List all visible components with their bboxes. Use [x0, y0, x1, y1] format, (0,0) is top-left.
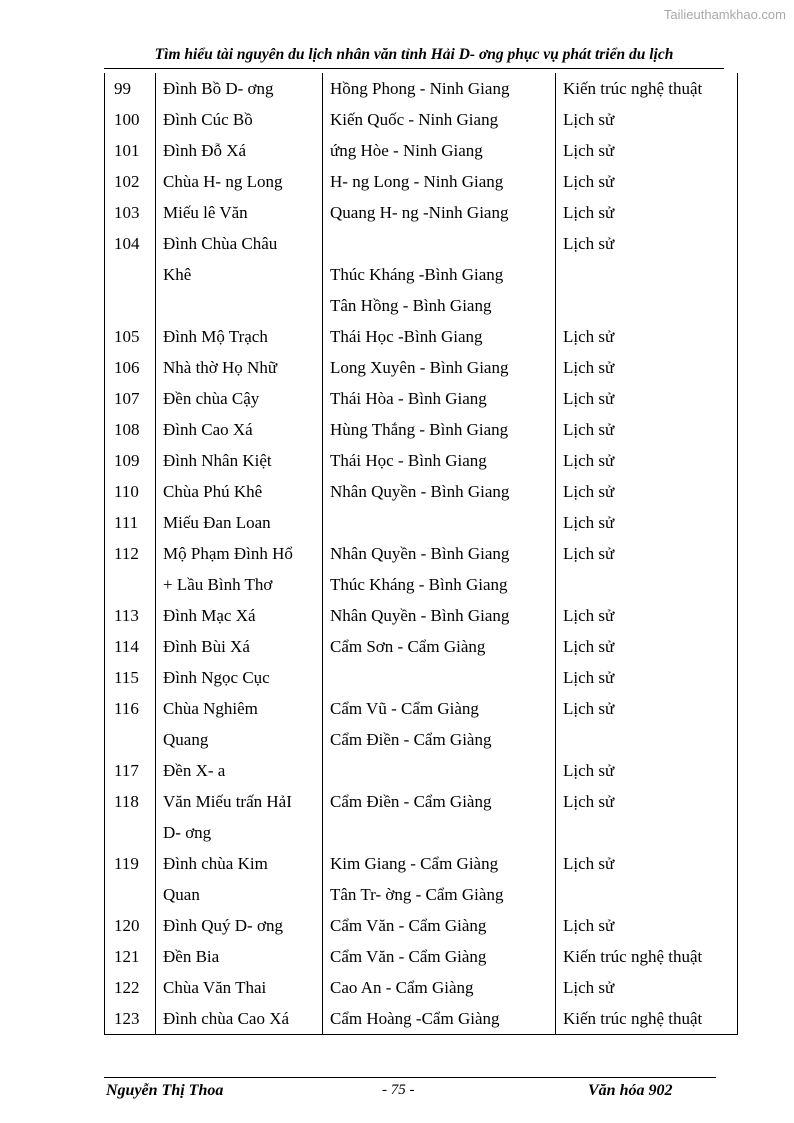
- location-cell: Kim Giang - Cẩm Giàng: [323, 848, 556, 879]
- footer-rule: [104, 1077, 716, 1078]
- location-cell: Tân Hồng - Bình Giang: [323, 290, 556, 321]
- row-number-cell: 111: [105, 507, 156, 538]
- category-cell: Lịch sử: [556, 197, 738, 228]
- relic-name-cell: Quan: [156, 879, 323, 910]
- category-cell: [556, 879, 738, 910]
- table-row: [105, 569, 738, 600]
- category-cell: Lịch sử: [556, 755, 738, 786]
- row-number-cell: 121: [105, 941, 156, 972]
- location-cell: Cẩm Văn - Cẩm Giàng: [323, 910, 556, 941]
- relic-name-cell: Đình Quý D- ơng: [156, 910, 323, 941]
- relic-name-cell: Đình Đỗ Xá: [156, 135, 323, 166]
- table-row: [105, 476, 738, 507]
- category-cell: Lịch sử: [556, 445, 738, 476]
- row-number-cell: [105, 259, 156, 290]
- category-cell: Lịch sử: [556, 693, 738, 724]
- category-cell: Lịch sử: [556, 600, 738, 631]
- row-number-cell: 113: [105, 600, 156, 631]
- location-cell: Nhân Quyền - Bình Giang: [323, 538, 556, 569]
- category-cell: Lịch sử: [556, 135, 738, 166]
- location-cell: Tân Tr- ờng - Cẩm Giàng: [323, 879, 556, 910]
- table-row: [105, 538, 738, 569]
- location-cell: Cẩm Hoàng -Cẩm Giàng: [323, 1003, 556, 1035]
- table-row: [105, 73, 738, 104]
- watermark: Tailieuthamkhao.com: [663, 7, 786, 22]
- location-cell: Thái Học - Bình Giang: [323, 445, 556, 476]
- table-row: [105, 817, 738, 848]
- category-cell: Lịch sử: [556, 507, 738, 538]
- location-cell: [323, 662, 556, 693]
- row-number-cell: 108: [105, 414, 156, 445]
- relic-name-cell: Đình Cao Xá: [156, 414, 323, 445]
- row-number-cell: 102: [105, 166, 156, 197]
- row-number-cell: [105, 724, 156, 755]
- relic-name-cell: Chùa Phú Khê: [156, 476, 323, 507]
- row-number-cell: 122: [105, 972, 156, 1003]
- table-row: [105, 910, 738, 941]
- table-row: [105, 848, 738, 879]
- table-row: [105, 786, 738, 817]
- location-cell: [323, 228, 556, 259]
- location-cell: Hùng Thắng - Bình Giang: [323, 414, 556, 445]
- table-row: [105, 941, 738, 972]
- location-cell: H- ng Long - Ninh Giang: [323, 166, 556, 197]
- relic-name-cell: Đình Bồ D- ơng: [156, 73, 323, 104]
- row-number-cell: 117: [105, 755, 156, 786]
- location-cell: [323, 817, 556, 848]
- location-cell: Thúc Kháng - Bình Giang: [323, 569, 556, 600]
- location-cell: [323, 755, 556, 786]
- relic-name-cell: Đình Mộ Trạch: [156, 321, 323, 352]
- table-row: [105, 755, 738, 786]
- relic-name-cell: Đình Ngọc Cục: [156, 662, 323, 693]
- table-row: [105, 972, 738, 1003]
- footer-class-name: Văn hóa 902: [588, 1082, 673, 1099]
- table-row: [105, 693, 738, 724]
- row-number-cell: 114: [105, 631, 156, 662]
- table-row: [105, 290, 738, 321]
- relic-name-cell: + Lầu Bình Thơ: [156, 569, 323, 600]
- row-number-cell: 106: [105, 352, 156, 383]
- table-row: [105, 445, 738, 476]
- relic-name-cell: Đình Chùa Châu: [156, 228, 323, 259]
- row-number-cell: [105, 290, 156, 321]
- location-cell: Quang H- ng -Ninh Giang: [323, 197, 556, 228]
- category-cell: Lịch sử: [556, 414, 738, 445]
- row-number-cell: 100: [105, 104, 156, 135]
- location-cell: Cẩm Vũ - Cẩm Giàng: [323, 693, 556, 724]
- row-number-cell: [105, 569, 156, 600]
- table-row: [105, 104, 738, 135]
- category-cell: Kiến trúc nghệ thuật: [556, 73, 738, 104]
- row-number-cell: 99: [105, 73, 156, 104]
- location-cell: ứng Hòe - Ninh Giang: [323, 135, 556, 166]
- relic-name-cell: Đình chùa Cao Xá: [156, 1003, 323, 1035]
- table-row: [105, 414, 738, 445]
- location-cell: Kiến Quốc - Ninh Giang: [323, 104, 556, 135]
- category-cell: [556, 817, 738, 848]
- category-cell: Lịch sử: [556, 104, 738, 135]
- row-number-cell: 118: [105, 786, 156, 817]
- table-row: [105, 135, 738, 166]
- location-cell: Cẩm Văn - Cẩm Giàng: [323, 941, 556, 972]
- relic-name-cell: Chùa Văn Thai: [156, 972, 323, 1003]
- category-cell: Lịch sử: [556, 321, 738, 352]
- footer-page-number: - 75 -: [382, 1082, 415, 1098]
- relic-name-cell: Chùa Nghiêm: [156, 693, 323, 724]
- header-rule: [104, 68, 724, 69]
- table-row: [105, 662, 738, 693]
- category-cell: Lịch sử: [556, 476, 738, 507]
- relic-name-cell: Quang: [156, 724, 323, 755]
- relic-name-cell: Miếu Đan Loan: [156, 507, 323, 538]
- row-number-cell: 119: [105, 848, 156, 879]
- relic-name-cell: Chùa H- ng Long: [156, 166, 323, 197]
- table-row: [105, 321, 738, 352]
- table-row: [105, 600, 738, 631]
- category-cell: Lịch sử: [556, 848, 738, 879]
- category-cell: [556, 290, 738, 321]
- row-number-cell: [105, 879, 156, 910]
- location-cell: Thúc Kháng -Bình Giang: [323, 259, 556, 290]
- location-cell: Cẩm Điền - Cẩm Giàng: [323, 724, 556, 755]
- table-row: [105, 507, 738, 538]
- row-number-cell: 112: [105, 538, 156, 569]
- category-cell: Lịch sử: [556, 383, 738, 414]
- table-row: [105, 259, 738, 290]
- category-cell: Lịch sử: [556, 538, 738, 569]
- relic-name-cell: Văn Miếu trấn HảI: [156, 786, 323, 817]
- relic-name-cell: D- ơng: [156, 817, 323, 848]
- row-number-cell: 120: [105, 910, 156, 941]
- relic-name-cell: Nhà thờ Họ Nhữ: [156, 352, 323, 383]
- row-number-cell: 110: [105, 476, 156, 507]
- location-cell: [323, 507, 556, 538]
- relic-name-cell: Miếu lê Văn: [156, 197, 323, 228]
- row-number-cell: 116: [105, 693, 156, 724]
- category-cell: [556, 569, 738, 600]
- category-cell: [556, 259, 738, 290]
- relic-name-cell: Đền chùa Cậy: [156, 383, 323, 414]
- table-row: [105, 631, 738, 662]
- relic-table: [104, 73, 738, 1035]
- relic-name-cell: Đình Cúc Bồ: [156, 104, 323, 135]
- category-cell: Lịch sử: [556, 662, 738, 693]
- row-number-cell: 115: [105, 662, 156, 693]
- row-number-cell: [105, 817, 156, 848]
- category-cell: Lịch sử: [556, 631, 738, 662]
- relic-name-cell: Đền Bia: [156, 941, 323, 972]
- table-row: [105, 1003, 738, 1035]
- location-cell: Nhân Quyền - Bình Giang: [323, 600, 556, 631]
- row-number-cell: 123: [105, 1003, 156, 1035]
- category-cell: Lịch sử: [556, 972, 738, 1003]
- relic-name-cell: Đền X- a: [156, 755, 323, 786]
- category-cell: Kiến trúc nghệ thuật: [556, 941, 738, 972]
- location-cell: Cẩm Điền - Cẩm Giàng: [323, 786, 556, 817]
- row-number-cell: 109: [105, 445, 156, 476]
- relic-name-cell: [156, 290, 323, 321]
- category-cell: Lịch sử: [556, 228, 738, 259]
- table-row: [105, 724, 738, 755]
- location-cell: Thái Học -Bình Giang: [323, 321, 556, 352]
- table-row: [105, 352, 738, 383]
- relic-name-cell: Đình chùa Kim: [156, 848, 323, 879]
- page-header-title: Tìm hiểu tài nguyên du lịch nhân văn tỉnh Hải D- ơng phục vụ phát triển du lịch: [154, 46, 674, 63]
- location-cell: Long Xuyên - Bình Giang: [323, 352, 556, 383]
- category-cell: Lịch sử: [556, 910, 738, 941]
- category-cell: Kiến trúc nghệ thuật: [556, 1003, 738, 1035]
- location-cell: Cao An - Cẩm Giàng: [323, 972, 556, 1003]
- footer-author: Nguyễn Thị Thoa: [106, 1082, 224, 1099]
- table-row: [105, 166, 738, 197]
- row-number-cell: 104: [105, 228, 156, 259]
- location-cell: Hồng Phong - Ninh Giang: [323, 73, 556, 104]
- relic-name-cell: Đình Nhân Kiệt: [156, 445, 323, 476]
- location-cell: Thái Hòa - Bình Giang: [323, 383, 556, 414]
- relic-name-cell: Đình Mạc Xá: [156, 600, 323, 631]
- table-row: [105, 197, 738, 228]
- location-cell: Cẩm Sơn - Cẩm Giàng: [323, 631, 556, 662]
- row-number-cell: 103: [105, 197, 156, 228]
- category-cell: Lịch sử: [556, 166, 738, 197]
- relic-table-body: [105, 73, 738, 1035]
- table-row: [105, 383, 738, 414]
- category-cell: Lịch sử: [556, 352, 738, 383]
- row-number-cell: 105: [105, 321, 156, 352]
- table-row: [105, 879, 738, 910]
- relic-name-cell: Mộ Phạm Đình Hổ: [156, 538, 323, 569]
- category-cell: Lịch sử: [556, 786, 738, 817]
- location-cell: Nhân Quyền - Bình Giang: [323, 476, 556, 507]
- row-number-cell: 101: [105, 135, 156, 166]
- table-row: [105, 228, 738, 259]
- category-cell: [556, 724, 738, 755]
- row-number-cell: 107: [105, 383, 156, 414]
- relic-name-cell: Đình Bùi Xá: [156, 631, 323, 662]
- relic-name-cell: Khê: [156, 259, 323, 290]
